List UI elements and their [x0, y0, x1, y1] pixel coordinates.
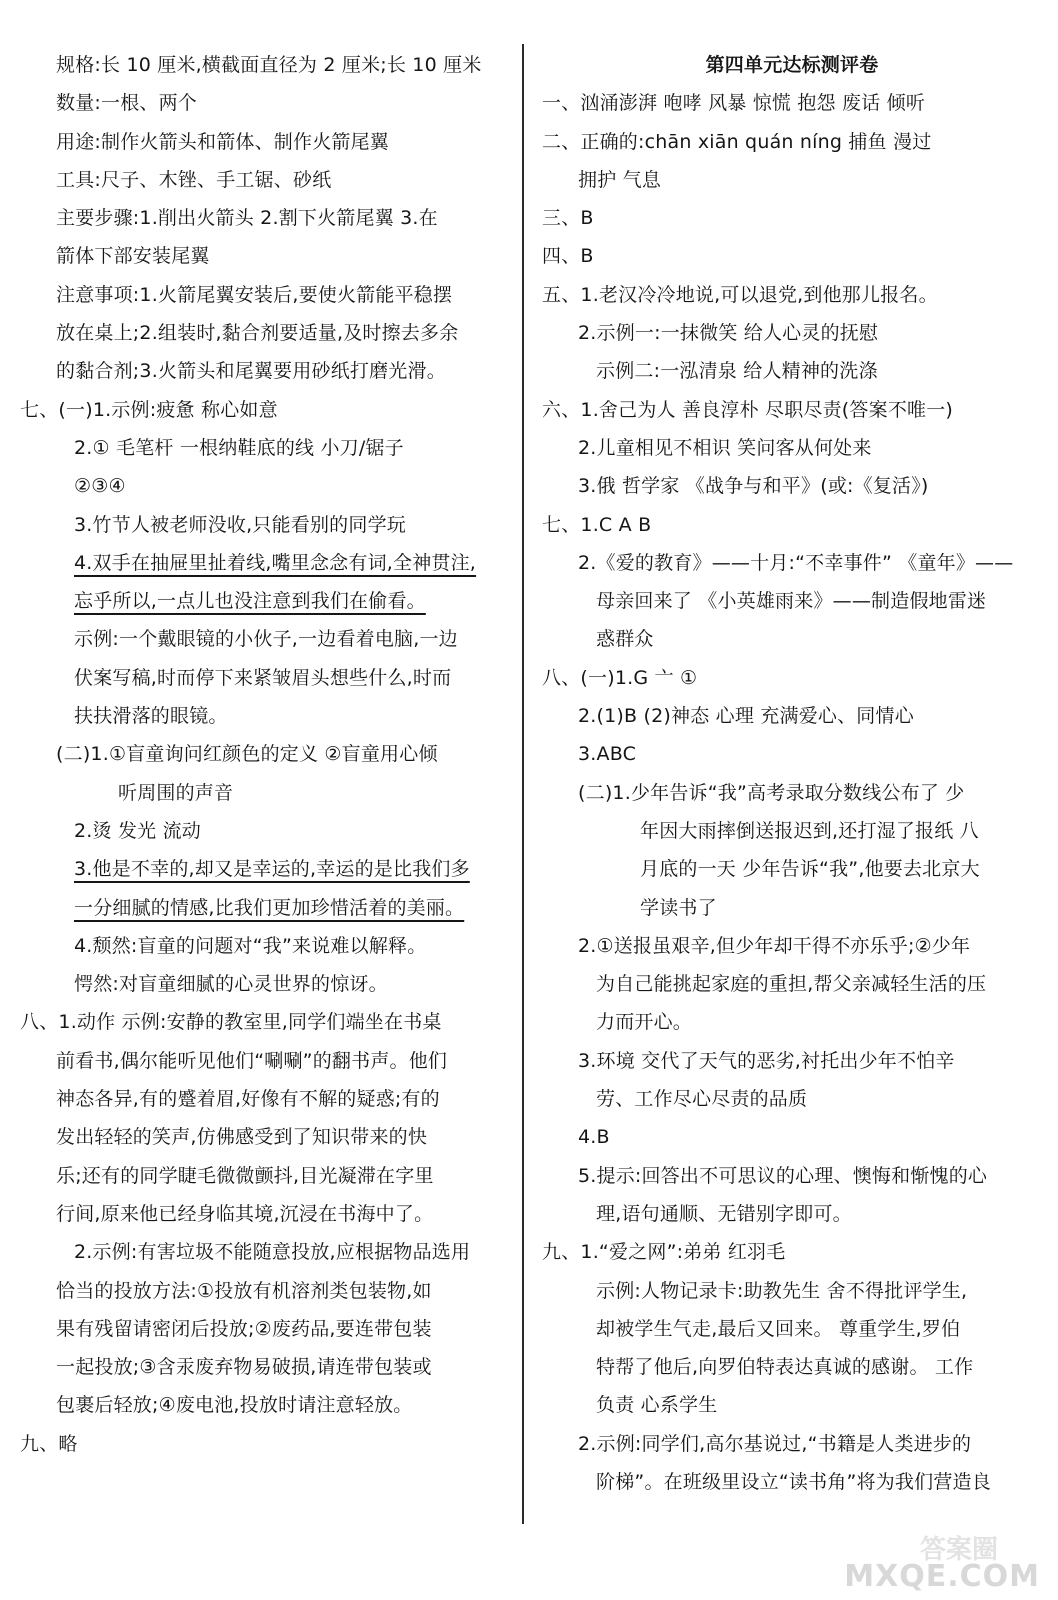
- right-answer-line: [542, 1233, 1042, 1271]
- left-answer-line: [20, 1118, 516, 1156]
- right-answer-line: [542, 582, 1042, 620]
- right-answer-line: [542, 544, 1042, 582]
- right-answer-line: [542, 161, 1042, 199]
- left-answer-line: [20, 467, 516, 505]
- left-answer-line: [20, 620, 516, 658]
- answer-text: (二)1.少年告诉“我”高考录取分数线公布了 少: [578, 781, 965, 804]
- left-answer-line: [20, 314, 516, 352]
- answer-text: 3.他是不幸的,却又是幸运的,幸运的是比我们多: [74, 858, 470, 881]
- right-answer-line: [542, 697, 1042, 735]
- answer-text: 第四单元达标测评卷: [705, 54, 879, 76]
- left-answer-line: [20, 276, 516, 314]
- left-answer-line: [20, 1042, 516, 1080]
- left-answer-line: [20, 697, 516, 735]
- left-answer-line: [20, 123, 516, 161]
- right-answer-line: [542, 1042, 1042, 1080]
- answer-text: 八、(一)1.G 亠 ①: [542, 666, 698, 689]
- left-answer-line: [20, 1157, 516, 1195]
- answer-text: 2.示例:有害垃圾不能随意投放,应根据物品选用: [74, 1241, 471, 1264]
- answer-text: 一起投放;③含汞废弃物易破损,请连带包装或: [56, 1356, 432, 1379]
- answer-text: 一分细腻的情感,比我们更加珍惜活着的美丽。: [74, 896, 465, 919]
- right-answer-line: [542, 199, 1042, 237]
- right-column: [542, 46, 1042, 1501]
- right-answer-line: [542, 84, 1042, 122]
- right-answer-line: [542, 1425, 1042, 1463]
- section-title: [542, 46, 1042, 84]
- right-answer-line: [542, 1272, 1042, 1310]
- answer-text: 特帮了他后,向罗伯特表达真诚的感谢。 工作: [596, 1356, 974, 1379]
- watermark-logo-text: 答案圈: [919, 1535, 998, 1565]
- answer-text: 恰当的投放方法:①投放有机溶剂类包装物,如: [56, 1279, 432, 1302]
- left-column: [20, 46, 516, 1463]
- left-answer-line: [20, 1386, 516, 1424]
- right-answer-line: [542, 659, 1042, 697]
- answer-text: 七、1.C A B: [542, 513, 652, 536]
- right-answer-line: [542, 927, 1042, 965]
- left-answer-line: [20, 735, 516, 773]
- left-answer-line: [20, 965, 516, 1003]
- answer-text: 忘乎所以,一点儿也没注意到我们在偷看。: [74, 590, 426, 613]
- answer-text: 三、B: [542, 207, 594, 230]
- left-answer-line: [20, 352, 516, 390]
- left-answer-line: [20, 199, 516, 237]
- answer-text: 负责 心系学生: [596, 1394, 718, 1417]
- right-answer-line: [542, 735, 1042, 773]
- answer-text: 九、略: [20, 1432, 78, 1455]
- left-answer-line: [20, 544, 516, 582]
- answer-text: 注意事项:1.火箭尾翼安装后,要使火箭能平稳摆: [56, 283, 453, 306]
- left-answer-line: [20, 1195, 516, 1233]
- left-answer-line: [20, 1080, 516, 1118]
- answer-text: 数量:一根、两个: [56, 92, 198, 115]
- answer-text: 5.提示:回答出不可思议的心理、懊悔和惭愧的心: [578, 1164, 988, 1187]
- answer-text: 主要步骤:1.削出火箭头 2.割下火箭尾翼 3.在: [56, 207, 438, 230]
- answer-text: 力而开心。: [596, 1011, 693, 1034]
- right-answer-line: [542, 889, 1042, 927]
- right-answer-line: [542, 276, 1042, 314]
- answer-text: 2.《爱的教育》——十月:“不幸事件” 《童年》——: [578, 551, 1014, 574]
- left-answer-line: [20, 1425, 516, 1463]
- answer-text: 工具:尺子、木锉、手工锯、砂纸: [56, 168, 332, 191]
- left-answer-line: [20, 1233, 516, 1271]
- right-answer-line: [542, 620, 1042, 658]
- right-answer-line: [542, 314, 1042, 352]
- right-answer-line: [542, 1118, 1042, 1156]
- answer-text: ②③④: [74, 475, 126, 498]
- left-answer-line: [20, 1003, 516, 1041]
- answer-text: 听周围的声音: [118, 781, 234, 804]
- left-answer-line: [20, 1272, 516, 1310]
- answer-text: 拥护 气息: [578, 168, 662, 191]
- answer-text: 神态各异,有的蹙着眉,好像有不解的疑惑;有的: [56, 1088, 440, 1111]
- right-answer-line: [542, 237, 1042, 275]
- answer-text: 劳、工作尽心尽责的品质: [596, 1088, 808, 1111]
- left-answer-line: [20, 161, 516, 199]
- answer-text: 3.竹节人被老师没收,只能看别的同学玩: [74, 513, 406, 536]
- left-answer-line: [20, 237, 516, 275]
- right-answer-line: [542, 352, 1042, 390]
- right-answer-line: [542, 965, 1042, 1003]
- answer-text: 行间,原来他已经身临其境,沉浸在书海中了。: [56, 1202, 434, 1225]
- answer-text: 4.双手在抽屉里扯着线,嘴里念念有词,全神贯注,: [74, 551, 477, 574]
- right-answer-line: [542, 1003, 1042, 1041]
- right-answer-line: [542, 1386, 1042, 1424]
- answer-text: 3.环境 交代了天气的恶劣,衬托出少年不怕辛: [578, 1049, 955, 1072]
- answer-text: 七、(一)1.示例:疲惫 称心如意: [20, 398, 278, 421]
- answer-text: 发出轻轻的笑声,仿佛感受到了知识带来的快: [56, 1126, 428, 1149]
- answer-text: 用途:制作火箭头和箭体、制作火箭尾翼: [56, 130, 390, 153]
- right-answer-line: [542, 1195, 1042, 1233]
- left-answer-line: [20, 812, 516, 850]
- answer-text: 却被学生气走,最后又回来。 尊重学生,罗伯: [596, 1317, 961, 1340]
- right-answer-line: [542, 812, 1042, 850]
- left-answer-line: [20, 84, 516, 122]
- answer-text: 乐;还有的同学睫毛微微颤抖,目光凝滞在字里: [56, 1164, 434, 1187]
- answer-text: 示例:人物记录卡:助教先生 舍不得批评学生,: [596, 1279, 968, 1302]
- answer-text: 4.B: [578, 1126, 610, 1149]
- right-answer-line: [542, 1463, 1042, 1501]
- answer-text: 2.示例:同学们,高尔基说过,“书籍是人类进步的: [578, 1432, 972, 1455]
- answer-text: 为自己能挑起家庭的重担,帮父亲减轻生活的压: [596, 973, 987, 996]
- left-answer-line: [20, 506, 516, 544]
- right-answer-line: [542, 850, 1042, 888]
- left-answer-line: [20, 46, 516, 84]
- answer-text: 五、1.老汉冷冷地说,可以退党,到他那儿报名。: [542, 283, 938, 306]
- answer-text: 3.俄 哲学家 《战争与和平》(或:《复活》): [578, 475, 929, 498]
- answer-text: 的黏合剂;3.火箭头和尾翼要用砂纸打磨光滑。: [56, 360, 446, 383]
- answer-text: 九、1.“爱之网”:弟弟 红羽毛: [542, 1241, 786, 1264]
- right-answer-line: [542, 467, 1042, 505]
- right-answer-line: [542, 1157, 1042, 1195]
- answer-text: 母亲回来了 《小英雄雨来》——制造假地雷迷: [596, 590, 987, 613]
- left-answer-line: [20, 1310, 516, 1348]
- right-answer-line: [542, 123, 1042, 161]
- answer-text: 2.儿童相见不相识 笑问客从何处来: [578, 436, 872, 459]
- right-answer-line: [542, 506, 1042, 544]
- answer-text: 一、汹涌澎湃 咆哮 风暴 惊慌 抱怨 废话 倾听: [542, 92, 926, 115]
- left-answer-line: [20, 659, 516, 697]
- left-answer-line: [20, 582, 516, 620]
- answer-text: 年因大雨摔倒送报迟到,还打湿了报纸 八: [640, 819, 979, 842]
- answer-text: 3.ABC: [578, 743, 637, 766]
- answer-text: 示例:一个戴眼镜的小伙子,一边看着电脑,一边: [74, 628, 458, 651]
- right-answer-line: [542, 774, 1042, 812]
- answer-text: 2.(1)B (2)神态 心理 充满爱心、同情心: [578, 705, 914, 728]
- answer-text: (二)1.①盲童询问红颜色的定义 ②盲童用心倾: [56, 743, 438, 766]
- answer-text: 2.①送报虽艰辛,但少年却干得不亦乐乎;②少年: [578, 934, 971, 957]
- answer-text: 4.颓然:盲童的问题对“我”来说难以解释。: [74, 934, 427, 957]
- answer-text: 惑群众: [596, 628, 654, 651]
- answer-text: 八、1.动作 示例:安静的教室里,同学们端坐在书桌: [20, 1011, 442, 1034]
- right-answer-line: [542, 1348, 1042, 1386]
- answer-text: 放在桌上;2.组装时,黏合剂要适量,及时擦去多余: [56, 322, 459, 345]
- answer-text: 果有残留请密闭后投放;②废药品,要连带包装: [56, 1317, 432, 1340]
- right-answer-line: [542, 1080, 1042, 1118]
- answer-text: 箭体下部安装尾翼: [56, 245, 210, 268]
- left-answer-line: [20, 1348, 516, 1386]
- answer-text: 四、B: [542, 245, 594, 268]
- left-answer-line: [20, 850, 516, 888]
- answer-text: 2.烫 发光 流动: [74, 819, 202, 842]
- answer-text: 2.示例一:一抹微笑 给人心灵的抚慰: [578, 322, 879, 345]
- answer-text: 前看书,偶尔能听见他们“唰唰”的翻书声。他们: [56, 1049, 448, 1072]
- answer-text: 示例二:一泓清泉 给人精神的洗涤: [596, 360, 878, 383]
- answer-text: 学读书了: [640, 896, 717, 919]
- right-answer-line: [542, 429, 1042, 467]
- answer-text: 二、正确的:chān xiān quán níng 捕鱼 漫过: [542, 130, 932, 153]
- left-answer-line: [20, 889, 516, 927]
- right-answer-line: [542, 1310, 1042, 1348]
- answer-text: 理,语句通顺、无错别字即可。: [596, 1202, 852, 1225]
- answer-text: 六、1.舍己为人 善良淳朴 尽职尽责(答案不唯一): [542, 398, 954, 421]
- left-answer-line: [20, 429, 516, 467]
- column-divider: [522, 44, 524, 1524]
- answer-text: 阶梯”。在班级里设立“读书角”将为我们营造良: [596, 1470, 991, 1493]
- left-answer-line: [20, 927, 516, 965]
- answer-text: 伏案写稿,时而停下来紧皱眉头想些什么,时而: [74, 666, 452, 689]
- answer-text: 月底的一天 少年告诉“我”,他要去北京大: [640, 858, 980, 881]
- watermark-site-text: MXQE.COM: [844, 1559, 1040, 1594]
- answer-text: 包裹后轻放;④废电池,投放时请注意轻放。: [56, 1394, 413, 1417]
- left-answer-line: [20, 774, 516, 812]
- answer-text: 愕然:对盲童细腻的心灵世界的惊讶。: [74, 973, 388, 996]
- answer-text: 扶扶滑落的眼镜。: [74, 705, 228, 728]
- right-answer-line: [542, 391, 1042, 429]
- answer-text: 规格:长 10 厘米,横截面直径为 2 厘米;长 10 厘米: [56, 54, 482, 76]
- left-answer-line: [20, 391, 516, 429]
- answer-text: 2.① 毛笔杆 一根纳鞋底的线 小刀/锯子: [74, 436, 404, 459]
